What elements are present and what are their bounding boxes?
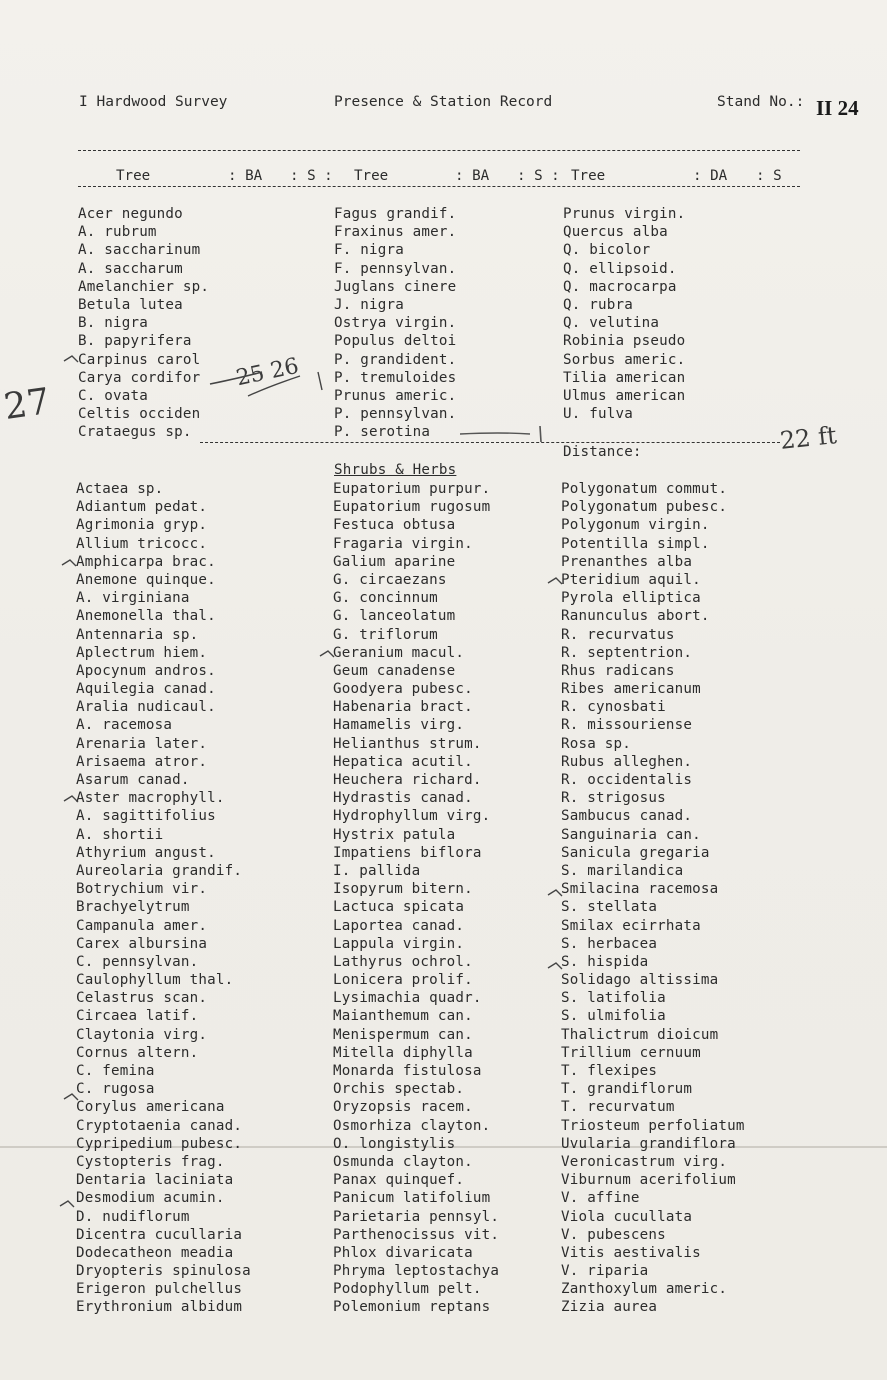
species-entry: Fagus grandif. [334, 206, 457, 222]
species-entry: Athyrium angust. [76, 844, 216, 861]
species-entry: Ribes americanum [561, 681, 701, 698]
species-entry: U. fulva [563, 406, 633, 423]
species-entry: Smilax ecirrhata [561, 917, 701, 934]
species-entry: Aster macrophyll. [76, 790, 225, 807]
species-entry: Aureolaria grandif. [76, 862, 243, 879]
species-entry: Celtis occiden [78, 406, 201, 423]
species-entry: Oryzopsis racem. [333, 1099, 473, 1116]
species-entry: Hystrix patula [333, 826, 456, 843]
species-entry: Prunus virgin. [563, 206, 686, 222]
species-entry: V. riparia [561, 1263, 649, 1280]
species-entry: Orchis spectab. [333, 1081, 465, 1098]
species-entry: Arenaria later. [76, 735, 208, 752]
species-entry: Habenaria bract. [333, 699, 473, 716]
species-entry: Ostrya virgin. [334, 315, 457, 332]
species-entry: Pyrola elliptica [561, 590, 701, 607]
species-entry: Cryptotaenia canad. [76, 1117, 243, 1134]
species-entry: Juglans cinere [334, 278, 457, 295]
species-entry: I. pallida [333, 862, 421, 879]
species-entry: R. recurvatus [561, 626, 675, 643]
stand-number: II 24 [816, 96, 859, 120]
species-entry: Dicentra cucullaria [76, 1226, 243, 1243]
shrubs-heading: Shrubs & Herbs [334, 462, 457, 478]
species-entry: Polygonatum commut. [561, 481, 728, 497]
species-entry: R. septentrion. [561, 644, 693, 661]
species-entry: V. affine [561, 1190, 640, 1207]
species-entry: Mitella diphylla [333, 1044, 473, 1061]
species-entry: Populus deltoi [334, 333, 457, 350]
species-entry: Panax quinquef. [333, 1172, 465, 1189]
species-entry: S. hispida [561, 953, 649, 970]
species-entry: Anemonella thal. [76, 608, 216, 625]
species-entry: Lathyrus ochrol. [333, 953, 473, 970]
species-entry: Sorbus americ. [563, 351, 686, 368]
species-entry: Trillium cernuum [561, 1044, 701, 1061]
species-entry: B. papyrifera [78, 333, 192, 350]
species-entry: Circaea latif. [76, 1008, 199, 1025]
species-entry: Panicum latifolium [333, 1190, 491, 1207]
col-header-tree-3: Tree [571, 168, 606, 184]
species-entry: Polygonatum pubesc. [561, 499, 728, 516]
species-entry: Zizia aurea [561, 1299, 658, 1316]
species-entry: Monarda fistulosa [333, 1063, 482, 1079]
species-entry: Uvularia grandiflora [561, 1135, 736, 1152]
species-entry: Q. rubra [563, 296, 633, 313]
species-entry: Crataegus sp. [78, 424, 192, 441]
species-entry: Eupatorium rugosum [333, 499, 491, 516]
species-entry: Fraxinus amer. [334, 224, 457, 241]
tree-list-column-1 [78, 205, 209, 441]
record-title: Presence & Station Record [334, 94, 553, 110]
species-entry: Rhus radicans [561, 662, 675, 679]
col-header-ba-1: : BA [228, 168, 263, 184]
species-entry: F. pennsylvan. [334, 260, 457, 277]
species-entry: Sanicula gregaria [561, 844, 710, 861]
species-entry: Vitis aestivalis [561, 1244, 701, 1261]
species-entry: P. serotina [334, 424, 431, 441]
species-entry: Cystopteris frag. [76, 1153, 225, 1170]
species-entry: R. missouriense [561, 717, 693, 734]
species-entry: R. cynosbati [561, 699, 666, 716]
species-entry: C. ovata [78, 387, 148, 404]
species-entry: Eupatorium purpur. [333, 481, 491, 497]
species-entry: Osmunda clayton. [333, 1153, 473, 1170]
species-entry: Carya cordifor [78, 369, 201, 386]
species-entry: G. lanceolatum [333, 608, 456, 625]
species-entry: Hydrophyllum virg. [333, 808, 491, 825]
species-entry: Fragaria virgin. [333, 535, 473, 552]
species-entry: Prenanthes alba [561, 553, 693, 570]
species-entry: Botrychium vir. [76, 881, 208, 898]
species-entry: J. nigra [334, 296, 404, 313]
tree-list-column-2 [334, 205, 456, 441]
species-entry: Campanula amer. [76, 917, 208, 934]
species-entry: Cypripedium pubesc. [76, 1135, 243, 1152]
species-entry: Viola cucullata [561, 1208, 693, 1225]
species-entry: P. pennsylvan. [334, 406, 457, 423]
species-entry: Amphicarpa brac. [76, 553, 216, 570]
species-entry: Lysimachia quadr. [333, 990, 482, 1007]
species-entry: A. saccharinum [78, 242, 201, 259]
species-entry: A. virginiana [76, 590, 190, 607]
species-entry: Aquilegia canad. [76, 681, 216, 698]
species-entry: S. ulmifolia [561, 1008, 666, 1025]
species-entry: Asarum canad. [76, 772, 190, 788]
tree-list-column-3 [563, 205, 685, 423]
species-entry: Parthenocissus vit. [333, 1226, 500, 1243]
species-entry: Erythronium albidum [76, 1299, 243, 1316]
header-bottom-rule [78, 186, 800, 187]
species-entry: Q. bicolor [563, 242, 651, 259]
species-entry: B. nigra [78, 315, 148, 332]
species-entry: Quercus alba [563, 224, 668, 241]
species-entry: Impatiens biflora [333, 844, 482, 861]
species-entry: Isopyrum bitern. [333, 881, 473, 898]
species-entry: Hydrastis canad. [333, 790, 473, 807]
species-entry: Zanthoxylum americ. [561, 1281, 728, 1298]
species-entry: Agrimonia gryp. [76, 517, 208, 534]
species-entry: Rubus alleghen. [561, 753, 693, 770]
species-entry: Carex albursina [76, 935, 208, 952]
species-entry: Dryopteris spinulosa [76, 1263, 251, 1280]
species-entry: Sanguinaria can. [561, 826, 701, 843]
species-entry: Tilia american [563, 369, 686, 386]
species-entry: A. saccharum [78, 260, 183, 277]
col-header-ba-2: : BA [455, 168, 490, 184]
handwritten-distance-value: 22 ft [778, 421, 839, 455]
species-entry: Corylus americana [76, 1099, 225, 1116]
species-entry: Aralia nudicaul. [76, 699, 216, 716]
distance-label: Distance: [563, 444, 642, 460]
species-entry: Ranunculus abort. [561, 608, 710, 625]
species-entry: Dentaria laciniata [76, 1172, 234, 1189]
handwritten-margin-number: 27 [1, 381, 53, 428]
species-entry: Helianthus strum. [333, 735, 482, 752]
species-entry: Polemonium reptans [333, 1299, 491, 1316]
species-entry: Phryma leptostachya [333, 1263, 500, 1280]
species-entry: Arisaema atror. [76, 753, 208, 770]
species-entry: Festuca obtusa [333, 517, 456, 534]
species-entry: G. concinnum [333, 590, 438, 607]
species-entry: Allium tricocc. [76, 535, 208, 552]
shrub-list-column-2 [333, 480, 499, 1317]
species-entry: R. occidentalis [561, 772, 693, 788]
species-entry: Robinia pseudo [563, 333, 686, 350]
species-entry: Q. macrocarpa [563, 278, 677, 295]
species-entry: Lonicera prolif. [333, 972, 473, 989]
species-entry: Acer negundo [78, 206, 183, 222]
col-header-da-3: : DA [693, 168, 728, 184]
species-entry: T. flexipes [561, 1063, 658, 1079]
species-entry: Dodecatheon meadia [76, 1244, 234, 1261]
species-entry: A. sagittifolius [76, 808, 216, 825]
col-header-s-2: : S : [517, 168, 560, 184]
species-entry: Claytonia virg. [76, 1026, 208, 1043]
species-entry: Goodyera pubesc. [333, 681, 473, 698]
header-top-rule [78, 150, 800, 151]
species-entry: R. strigosus [561, 790, 666, 807]
species-entry: Veronicastrum virg. [561, 1153, 728, 1170]
species-entry: Ulmus american [563, 387, 686, 404]
species-entry: P. grandident. [334, 351, 457, 368]
species-entry: T. recurvatum [561, 1099, 675, 1116]
species-entry: Menispermum can. [333, 1026, 473, 1043]
species-entry: Smilacina racemosa [561, 881, 719, 898]
col-header-s-1: : S : [290, 168, 333, 184]
species-entry: Desmodium acumin. [76, 1190, 225, 1207]
col-header-tree-1: Tree [116, 168, 151, 184]
species-entry: Q. velutina [563, 315, 660, 332]
species-entry: P. tremuloides [334, 369, 457, 386]
species-entry: Thalictrum dioicum [561, 1026, 719, 1043]
species-entry: Adiantum pedat. [76, 499, 208, 516]
species-entry: Cornus altern. [76, 1044, 199, 1061]
species-entry: C. femina [76, 1063, 155, 1079]
species-entry: Viburnum acerifolium [561, 1172, 736, 1189]
species-entry: Maianthemum can. [333, 1008, 473, 1025]
species-entry: S. herbacea [561, 935, 658, 952]
species-entry: Podophyllum pelt. [333, 1281, 482, 1298]
species-entry: Rosa sp. [561, 735, 631, 752]
species-entry: Anemone quinque. [76, 571, 216, 588]
species-entry: Hamamelis virg. [333, 717, 465, 734]
species-entry: Geranium macul. [333, 644, 465, 661]
species-entry: Lactuca spicata [333, 899, 465, 916]
species-entry: Potentilla simpl. [561, 535, 710, 552]
species-entry: Actaea sp. [76, 481, 164, 497]
species-entry: Celastrus scan. [76, 990, 208, 1007]
species-entry: Parietaria pennsyl. [333, 1208, 500, 1225]
species-entry: A. shortii [76, 826, 164, 843]
species-entry: S. latifolia [561, 990, 666, 1007]
species-entry: Heuchera richard. [333, 772, 482, 788]
species-entry: Betula lutea [78, 296, 183, 313]
species-entry: Laportea canad. [333, 917, 465, 934]
species-entry: Q. ellipsoid. [563, 260, 677, 277]
survey-title: I Hardwood Survey [79, 94, 228, 110]
species-entry: S. marilandica [561, 862, 684, 879]
species-entry: Amelanchier sp. [78, 278, 210, 295]
species-entry: Hepatica acutil. [333, 753, 473, 770]
species-entry: G. triflorum [333, 626, 438, 643]
species-entry: F. nigra [334, 242, 404, 259]
species-entry: Polygonum virgin. [561, 517, 710, 534]
species-entry: V. pubescens [561, 1226, 666, 1243]
species-entry: Lappula virgin. [333, 935, 465, 952]
tree-section-rule [200, 442, 780, 443]
species-entry: Solidago altissima [561, 972, 719, 989]
species-entry: Brachyelytrum [76, 899, 190, 916]
col-header-tree-2: Tree [354, 168, 389, 184]
species-entry: C. rugosa [76, 1081, 155, 1098]
species-entry: Galium aparine [333, 553, 456, 570]
species-entry: D. nudiflorum [76, 1208, 190, 1225]
species-entry: G. circaezans [333, 571, 447, 588]
species-entry: Triosteum perfoliatum [561, 1117, 745, 1134]
species-entry: T. grandiflorum [561, 1081, 693, 1098]
shrub-list-column-1 [76, 480, 251, 1317]
species-entry: Caulophyllum thal. [76, 972, 234, 989]
species-entry: Antennaria sp. [76, 626, 199, 643]
handwritten-carya-value: 25 26 [234, 353, 301, 392]
species-entry: Prunus americ. [334, 387, 457, 404]
species-entry: Aplectrum hiem. [76, 644, 208, 661]
species-entry: Carpinus carol [78, 351, 201, 368]
species-entry: Osmorhiza clayton. [333, 1117, 491, 1134]
col-header-s-3: : S [756, 168, 782, 184]
species-entry: S. stellata [561, 899, 658, 916]
species-entry: A. rubrum [78, 224, 157, 241]
species-entry: A. racemosa [76, 717, 173, 734]
species-entry: Erigeron pulchellus [76, 1281, 243, 1298]
species-entry: Phlox divaricata [333, 1244, 473, 1261]
species-entry: Pteridium aquil. [561, 571, 701, 588]
species-entry: Apocynum andros. [76, 662, 216, 679]
species-entry: Sambucus canad. [561, 808, 693, 825]
shrub-list-column-3 [561, 480, 745, 1317]
species-entry: O. longistylis [333, 1135, 456, 1152]
species-entry: C. pennsylvan. [76, 953, 199, 970]
stand-label: Stand No.: [717, 94, 805, 110]
species-entry: Geum canadense [333, 662, 456, 679]
